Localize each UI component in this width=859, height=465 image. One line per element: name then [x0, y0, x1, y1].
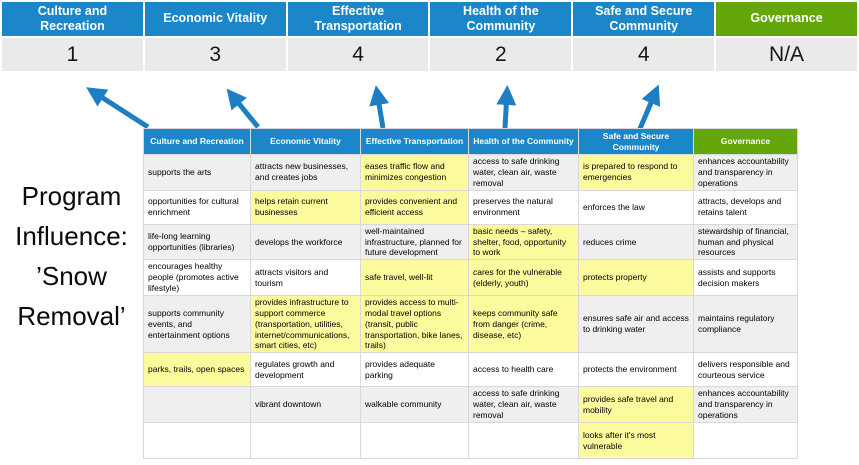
matrix-cell: life-long learning opportunities (libraries)	[144, 224, 251, 260]
matrix-cell	[251, 423, 361, 459]
matrix-cell: cares for the vulnerable (elderly, youth)	[469, 260, 579, 296]
summary-header-transportation: Effective Transportation	[288, 2, 429, 36]
matrix-cell: access to safe drinking water, clean air, waste removal	[469, 155, 579, 191]
matrix-cell: supports community events, and entertainment options	[144, 295, 251, 352]
matrix-cell: is prepared to respond to emergencies	[579, 155, 694, 191]
arrow-health-icon	[505, 92, 507, 128]
matrix-cell: develops the workforce	[251, 224, 361, 260]
matrix-cell: provides infrastructure to support commerce (transportation, utilities, internet/communications, smart cities, etc)	[251, 295, 361, 352]
matrix-row	[144, 387, 798, 423]
matrix-row	[144, 353, 798, 387]
matrix-cell: protects property	[579, 260, 694, 296]
matrix-cell: access to safe drinking water, clean air, waste removal	[469, 387, 579, 423]
matrix-cell: stewardship of financial, human and physical resources	[694, 224, 798, 260]
matrix-cell: attracts new businesses, and creates jobs	[251, 155, 361, 191]
matrix-cell: vibrant downtown	[251, 387, 361, 423]
matrix-body	[144, 155, 798, 459]
matrix-cell: supports the arts	[144, 155, 251, 191]
arrow-economic-icon	[231, 94, 258, 127]
matrix-cell: protects the environment	[579, 353, 694, 387]
summary-score-economic: 3	[145, 38, 286, 71]
matrix-cell	[694, 423, 798, 459]
matrix-cell	[144, 423, 251, 459]
matrix-cell: eases traffic flow and minimizes congestion	[361, 155, 469, 191]
matrix-cell: preserves the natural environment	[469, 190, 579, 224]
matrix-row	[144, 423, 798, 459]
summary-column-safety	[573, 2, 714, 71]
matrix-row	[144, 224, 798, 260]
matrix-header-governance: Governance	[694, 129, 798, 155]
matrix-header-row	[144, 129, 798, 155]
arrow-safety-icon	[639, 91, 656, 131]
summary-header-economic: Economic Vitality	[145, 2, 286, 36]
summary-column-economic	[145, 2, 286, 71]
summary-column-health	[430, 2, 571, 71]
matrix-cell: enforces the law	[579, 190, 694, 224]
summary-strip	[2, 2, 857, 71]
matrix-cell: opportunities for cultural enrichment	[144, 190, 251, 224]
summary-score-health: 2	[430, 38, 571, 71]
summary-score-governance: N/A	[716, 38, 857, 71]
matrix-cell: assists and supports decision makers	[694, 260, 798, 296]
arrow-culture-icon	[92, 91, 148, 127]
summary-header-safety: Safe and Secure Community	[573, 2, 714, 36]
summary-column-culture	[2, 2, 143, 71]
matrix-row	[144, 155, 798, 191]
matrix-cell: enhances accountability and transparency in operations	[694, 155, 798, 191]
matrix-cell: safe travel, well-lit	[361, 260, 469, 296]
matrix-cell: access to health care	[469, 353, 579, 387]
arrow-transportation-icon	[377, 92, 383, 128]
matrix-cell: reduces crime	[579, 224, 694, 260]
matrix-cell: provides access to multi-modal travel options (transit, public transportation, bike lanes, trails)	[361, 295, 469, 352]
matrix-cell	[144, 387, 251, 423]
matrix-header-transportation: Effective Transportation	[361, 129, 469, 155]
matrix-cell: attracts visitors and tourism	[251, 260, 361, 296]
matrix-header-economic: Economic Vitality	[251, 129, 361, 155]
summary-column-transportation	[288, 2, 429, 71]
matrix-cell: walkable community	[361, 387, 469, 423]
matrix-cell: enhances accountability and transparency in operations	[694, 387, 798, 423]
matrix-cell: provides convenient and efficient access	[361, 190, 469, 224]
summary-score-safety: 4	[573, 38, 714, 71]
matrix-cell	[361, 423, 469, 459]
summary-column-governance	[716, 2, 857, 71]
matrix-cell: well-maintained infrastructure, planned for future development	[361, 224, 469, 260]
summary-score-transportation: 4	[288, 38, 429, 71]
matrix-row	[144, 260, 798, 296]
matrix-header-safety: Safe and Secure Community	[579, 129, 694, 155]
matrix-cell	[469, 423, 579, 459]
matrix-cell: ensures safe air and access to drinking water	[579, 295, 694, 352]
matrix-cell: provides adequate parking	[361, 353, 469, 387]
summary-header-governance: Governance	[716, 2, 857, 36]
summary-header-culture: Culture and Recreation	[2, 2, 143, 36]
matrix-cell: provides safe travel and mobility	[579, 387, 694, 423]
matrix-cell: helps retain current businesses	[251, 190, 361, 224]
matrix-row	[144, 295, 798, 352]
matrix-cell: basic needs – safety, shelter, food, opportunity to work	[469, 224, 579, 260]
matrix-cell: maintains regulatory compliance	[694, 295, 798, 352]
matrix-header-health: Health of the Community	[469, 129, 579, 155]
matrix-cell: keeps community safe from danger (crime, disease, etc)	[469, 295, 579, 352]
influence-matrix-table	[143, 128, 798, 459]
matrix-header-culture: Culture and Recreation	[144, 129, 251, 155]
matrix-cell: looks after it's most vulnerable	[579, 423, 694, 459]
summary-score-culture: 1	[2, 38, 143, 71]
influence-matrix	[143, 128, 798, 459]
matrix-row	[144, 190, 798, 224]
matrix-cell: attracts, develops and retains talent	[694, 190, 798, 224]
summary-header-health: Health of the Community	[430, 2, 571, 36]
matrix-cell: regulates growth and development	[251, 353, 361, 387]
program-influence-label: Program Influence: ’Snow Removal’	[15, 181, 128, 331]
matrix-cell: delivers responsible and courteous service	[694, 353, 798, 387]
matrix-cell: parks, trails, open spaces	[144, 353, 251, 387]
matrix-cell: encourages healthy people (promotes active lifestyle)	[144, 260, 251, 296]
